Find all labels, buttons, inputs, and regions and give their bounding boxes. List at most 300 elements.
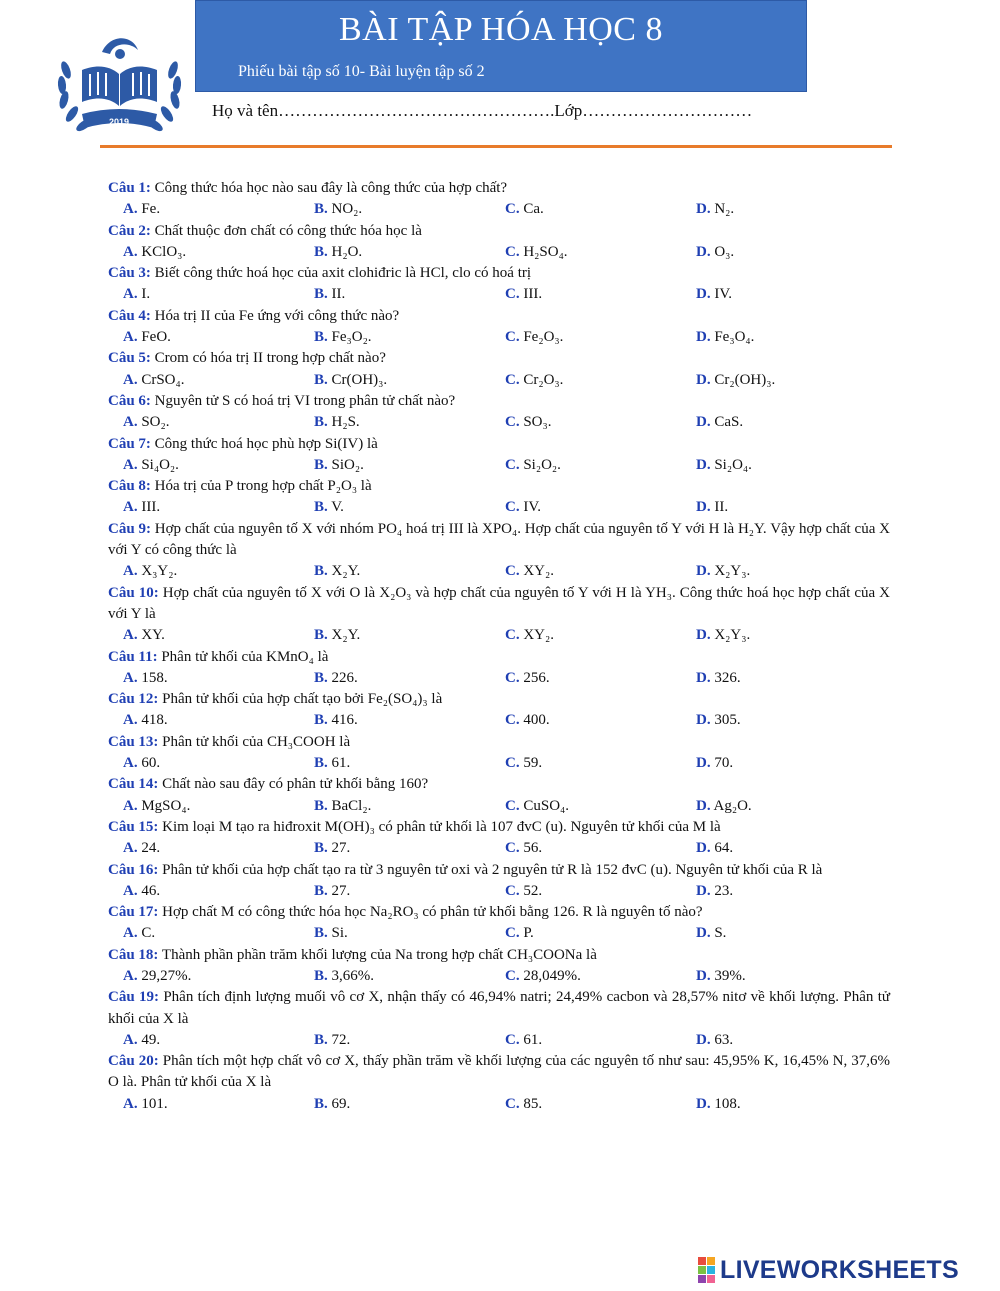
answer-text: O₃.: [710, 243, 735, 260]
answer-row: [108, 412, 890, 433]
answer-option: [696, 327, 887, 348]
answer-option: [696, 923, 887, 944]
question-item: [108, 391, 890, 434]
answer-text: Cr₂(OH)₃.: [710, 371, 776, 388]
answer-letter: B.: [314, 499, 328, 516]
answer-option: [123, 284, 314, 305]
answer-letter: C.: [505, 201, 520, 218]
answer-letter: A.: [123, 882, 138, 899]
answer-option: [314, 242, 505, 263]
question-stem: [108, 178, 890, 199]
answer-letter: A.: [123, 1095, 138, 1112]
answer-letter: D.: [696, 456, 711, 473]
answer-letter: C.: [505, 1095, 520, 1112]
question-list: [108, 178, 890, 1115]
question-item: [108, 732, 890, 775]
answer-letter: D.: [696, 243, 711, 260]
question-text: Phân tử khối của hợp chất tạo ra từ 3 nguyên tử oxi và 2 nguyên tử R là 152 đvC (u). Nguyên tử khối của R là: [162, 861, 823, 878]
answer-letter: A.: [123, 925, 138, 942]
answer-text: N₂.: [710, 201, 735, 218]
header-banner: [195, 0, 807, 92]
answer-option: [123, 1094, 314, 1115]
question-text: Hợp chất của nguyên tố X với nhóm PO₄ hoá trị III là XPO₄. Hợp chất của nguyên tố Y với H là H₂Y. Vậy hợp chất của X với Y có công thức là: [108, 520, 890, 559]
answer-option: [314, 710, 505, 731]
answer-option: [314, 881, 505, 902]
answer-letter: C.: [505, 755, 520, 772]
answer-option: [696, 284, 887, 305]
answer-text: 63.: [710, 1031, 734, 1048]
answer-letter: A.: [123, 1031, 138, 1048]
answer-option: [505, 1094, 696, 1115]
answer-letter: B.: [314, 1031, 328, 1048]
question-label: Câu 19:: [108, 989, 159, 1006]
answer-option: [123, 412, 314, 433]
question-item: [108, 519, 890, 583]
answer-option: [123, 753, 314, 774]
answer-option: [123, 923, 314, 944]
question-stem: [108, 647, 890, 668]
answer-letter: A.: [123, 201, 138, 218]
answer-text: X₂Y₃.: [710, 627, 751, 644]
question-text: Chất thuộc đơn chất có công thức hóa học là: [154, 222, 422, 239]
answer-option: [314, 455, 505, 476]
question-label: Câu 17:: [108, 904, 159, 921]
question-text: Công thức hóa học nào sau đây là công thức của hợp chất?: [154, 180, 508, 196]
answer-letter: B.: [314, 563, 328, 580]
brand-block: [707, 1275, 715, 1283]
question-label: Câu 11:: [108, 648, 158, 665]
answer-letter: C.: [505, 329, 520, 346]
answer-option: [696, 1030, 887, 1051]
answer-letter: D.: [696, 840, 711, 857]
question-stem: [108, 519, 890, 562]
question-stem: [108, 391, 890, 412]
answer-text: 61.: [327, 755, 351, 772]
question-label: Câu 10:: [108, 584, 159, 601]
answer-letter: B.: [314, 627, 328, 644]
answer-option: [314, 284, 505, 305]
answer-text: X₂Y.: [327, 627, 361, 644]
answer-option: [123, 625, 314, 646]
answer-option: [505, 412, 696, 433]
answer-option: [696, 561, 887, 582]
question-stem: [108, 689, 890, 710]
answer-letter: C.: [505, 456, 520, 473]
answer-option: [696, 668, 887, 689]
answer-letter: A.: [123, 797, 138, 814]
answer-text: XY₂.: [519, 563, 554, 580]
question-text: Hóa trị của P trong hợp chất P₂O₃ là: [154, 478, 372, 495]
answer-row: [108, 1094, 890, 1115]
answer-option: [123, 796, 314, 817]
answer-option: [123, 199, 314, 220]
brand-block: [698, 1275, 706, 1283]
answer-letter: B.: [314, 201, 328, 218]
question-stem: [108, 1051, 890, 1094]
answer-letter: D.: [696, 712, 711, 729]
answer-letter: C.: [505, 967, 520, 984]
answer-letter: D.: [696, 669, 711, 686]
question-stem: [108, 774, 890, 795]
question-item: [108, 860, 890, 903]
answer-option: [314, 668, 505, 689]
answer-option: [505, 1030, 696, 1051]
answer-text: 46.: [137, 882, 161, 899]
answer-text: 60.: [137, 755, 161, 772]
answer-text: 416.: [327, 712, 358, 729]
answer-option: [123, 1030, 314, 1051]
question-label: Câu 1:: [108, 180, 151, 196]
answer-text: KClO₃.: [137, 243, 187, 260]
answer-option: [314, 838, 505, 859]
answer-letter: C.: [505, 499, 520, 516]
question-item: [108, 902, 890, 945]
answer-row: [108, 966, 890, 987]
question-stem: [108, 348, 890, 369]
answer-row: [108, 753, 890, 774]
answer-text: Fe.: [137, 201, 161, 218]
answer-text: 226.: [327, 669, 358, 686]
answer-letter: A.: [123, 627, 138, 644]
answer-text: 24.: [137, 840, 161, 857]
answer-option: [314, 199, 505, 220]
answer-option: [696, 838, 887, 859]
answer-text: IV.: [519, 499, 541, 516]
answer-letter: B.: [314, 755, 328, 772]
answer-option: [505, 284, 696, 305]
answer-option: [123, 455, 314, 476]
answer-option: [696, 753, 887, 774]
answer-letter: B.: [314, 456, 328, 473]
answer-option: [505, 242, 696, 263]
question-item: [108, 348, 890, 391]
answer-letter: A.: [123, 414, 138, 431]
answer-option: [696, 199, 887, 220]
answer-letter: B.: [314, 967, 328, 984]
answer-option: [696, 966, 887, 987]
header-divider: [100, 145, 892, 148]
answer-text: S.: [710, 925, 727, 942]
answer-text: 64.: [710, 840, 734, 857]
answer-option: [696, 497, 887, 518]
answer-letter: C.: [505, 627, 520, 644]
answer-row: [108, 1030, 890, 1051]
answer-letter: C.: [505, 286, 520, 303]
answer-letter: C.: [505, 882, 520, 899]
answer-row: [108, 561, 890, 582]
answer-row: [108, 455, 890, 476]
question-stem: [108, 860, 890, 881]
answer-option: [505, 881, 696, 902]
question-item: [108, 434, 890, 477]
answer-option: [696, 881, 887, 902]
answer-text: XY₂.: [519, 627, 554, 644]
answer-letter: B.: [314, 712, 328, 729]
answer-letter: A.: [123, 286, 138, 303]
question-stem: [108, 945, 890, 966]
answer-text: SO₂.: [137, 414, 170, 431]
answer-letter: B.: [314, 371, 328, 388]
answer-text: Ca.: [519, 201, 544, 218]
answer-letter: B.: [314, 882, 328, 899]
question-stem: [108, 583, 890, 626]
answer-letter: B.: [314, 925, 328, 942]
answer-text: 61.: [519, 1031, 543, 1048]
school-logo-icon: [52, 30, 187, 140]
question-label: Câu 2:: [108, 222, 151, 239]
answer-letter: B.: [314, 797, 328, 814]
question-text: Phân tích một hợp chất vô cơ X, thấy phần trăm về khối lượng của các nguyên tố như sau: 45,95% K, 16,45% N, 37,6% O là. Phân tử khối của X là: [108, 1053, 891, 1091]
question-item: [108, 306, 890, 349]
answer-option: [123, 668, 314, 689]
answer-option: [505, 796, 696, 817]
answer-text: 49.: [137, 1031, 161, 1048]
answer-row: [108, 923, 890, 944]
answer-text: V.: [327, 499, 344, 516]
answer-letter: B.: [314, 414, 328, 431]
question-label: Câu 16:: [108, 861, 159, 878]
answer-text: CuSO₄.: [519, 797, 570, 814]
question-label: Câu 7:: [108, 435, 151, 452]
answer-letter: C.: [505, 243, 520, 260]
answer-letter: D.: [696, 563, 711, 580]
answer-row: [108, 881, 890, 902]
answer-text: Ag₂O.: [710, 797, 752, 814]
question-label: Câu 20:: [108, 1053, 159, 1070]
answer-option: [696, 242, 887, 263]
answer-option: [696, 625, 887, 646]
answer-option: [505, 966, 696, 987]
question-text: Phân tích định lượng muối vô cơ X, nhận thấy có 46,94% natri; 24,49% cacbon và 28,57% nitơ về khối lượng. Phân tử khối của X là: [108, 989, 891, 1027]
answer-text: 72.: [327, 1031, 351, 1048]
answer-text: 305.: [710, 712, 741, 729]
answer-text: 56.: [519, 840, 543, 857]
brand-name: LIVEWORKSHEETS: [720, 1255, 959, 1284]
answer-letter: D.: [696, 329, 711, 346]
answer-text: X₂Y₃.: [710, 563, 751, 580]
answer-row: [108, 242, 890, 263]
question-text: Thành phần phần trăm khối lượng của Na trong hợp chất CH₃COONa là: [161, 946, 597, 963]
answer-text: C.: [137, 925, 156, 942]
answer-letter: D.: [696, 627, 711, 644]
question-stem: [108, 221, 890, 242]
answer-text: Fe₃O₄.: [710, 329, 755, 346]
answer-text: CrSO₄.: [137, 371, 185, 388]
question-label: Câu 13:: [108, 733, 159, 750]
question-stem: [108, 987, 890, 1030]
answer-letter: D.: [696, 201, 711, 218]
answer-text: 418.: [137, 712, 168, 729]
answer-letter: D.: [696, 414, 711, 431]
answer-text: 400.: [519, 712, 550, 729]
question-stem: [108, 902, 890, 923]
answer-text: 28,049%.: [519, 967, 581, 984]
answer-letter: B.: [314, 840, 328, 857]
answer-text: Fe₃O₂.: [327, 329, 372, 346]
answer-text: P.: [519, 925, 534, 942]
question-label: Câu 12:: [108, 691, 159, 708]
question-text: Phân tử khối của KMnO₄ là: [161, 648, 329, 665]
question-item: [108, 987, 890, 1051]
answer-text: 3,66%.: [327, 967, 375, 984]
answer-letter: C.: [505, 797, 520, 814]
answer-option: [123, 881, 314, 902]
question-label: Câu 15:: [108, 818, 159, 835]
answer-text: 29,27%.: [137, 967, 192, 984]
answer-text: II.: [710, 499, 729, 516]
answer-letter: A.: [123, 329, 138, 346]
question-label: Câu 14:: [108, 776, 159, 793]
answer-option: [123, 561, 314, 582]
answer-option: [123, 497, 314, 518]
answer-text: MgSO₄.: [137, 797, 191, 814]
answer-option: [123, 966, 314, 987]
question-label: Câu 3:: [108, 265, 151, 282]
answer-letter: B.: [314, 1095, 328, 1112]
answer-letter: A.: [123, 755, 138, 772]
answer-letter: D.: [696, 1031, 711, 1048]
answer-letter: C.: [505, 840, 520, 857]
answer-text: FeO.: [137, 329, 171, 346]
answer-option: [696, 796, 887, 817]
answer-option: [314, 1030, 505, 1051]
answer-letter: A.: [123, 371, 138, 388]
answer-text: X₂Y.: [327, 563, 361, 580]
answer-letter: D.: [696, 882, 711, 899]
answer-letter: C.: [505, 414, 520, 431]
answer-letter: D.: [696, 925, 711, 942]
brand-block: [698, 1257, 706, 1265]
answer-letter: A.: [123, 967, 138, 984]
question-label: Câu 6:: [108, 392, 151, 409]
answer-text: H₂S.: [327, 414, 360, 431]
question-text: Hợp chất M có công thức hóa học Na₂RO₃ có phân tử khối bằng 126. R là nguyên tố nào?: [162, 904, 703, 921]
answer-option: [505, 710, 696, 731]
answer-letter: A.: [123, 840, 138, 857]
answer-text: XY.: [137, 627, 165, 644]
question-text: Hợp chất của nguyên tố X với O là X₂O₃ và hợp chất của nguyên tố Y với H là YH₃. Công thức hoá học hợp chất của X với Y là: [108, 584, 891, 622]
question-text: Chất nào sau đây có phân tử khối bằng 160?: [162, 776, 429, 793]
brand-block: [698, 1266, 706, 1274]
question-item: [108, 178, 890, 221]
answer-option: [505, 753, 696, 774]
answer-row: [108, 497, 890, 518]
answer-text: SO₃.: [519, 414, 552, 431]
answer-letter: B.: [314, 669, 328, 686]
question-item: [108, 583, 890, 647]
answer-text: III.: [137, 499, 161, 516]
answer-row: [108, 199, 890, 220]
answer-text: 101.: [137, 1095, 168, 1112]
question-text: Công thức hoá học phù hợp Si(IV) là: [154, 435, 378, 452]
question-text: Kim loại M tạo ra hiđroxit M(OH)₃ có phân tử khối là 107 đvC (u). Nguyên tử khối của M là: [162, 818, 721, 835]
answer-option: [123, 838, 314, 859]
question-item: [108, 221, 890, 264]
answer-option: [505, 668, 696, 689]
question-item: [108, 647, 890, 690]
question-stem: [108, 263, 890, 284]
brand-blocks-icon: [698, 1257, 715, 1283]
answer-letter: C.: [505, 712, 520, 729]
brand-block: [707, 1257, 715, 1265]
answer-option: [123, 370, 314, 391]
answer-option: [505, 199, 696, 220]
student-name-class-line: Họ và tên………………………………………….Lớp…………………………: [212, 101, 753, 120]
answer-text: IV.: [710, 286, 732, 303]
answer-letter: D.: [696, 371, 711, 388]
answer-text: 70.: [710, 755, 734, 772]
answer-letter: D.: [696, 499, 711, 516]
answer-text: H₂O.: [327, 243, 363, 260]
answer-letter: C.: [505, 1031, 520, 1048]
question-stem: [108, 817, 890, 838]
answer-letter: B.: [314, 286, 328, 303]
answer-text: NO₂.: [327, 201, 363, 218]
answer-option: [696, 370, 887, 391]
answer-letter: D.: [696, 755, 711, 772]
question-label: Câu 4:: [108, 307, 151, 324]
answer-text: 27.: [327, 840, 351, 857]
answer-text: BaCl₂.: [327, 797, 372, 814]
answer-option: [696, 455, 887, 476]
answer-option: [123, 242, 314, 263]
question-label: Câu 5:: [108, 350, 151, 367]
answer-option: [314, 966, 505, 987]
answer-option: [505, 455, 696, 476]
question-text: Phân tử khối của hợp chất tạo bởi Fe₂(SO₄)₃ là: [162, 691, 443, 708]
question-text: Nguyên tử S có hoá trị VI trong phân tử chất nào?: [154, 392, 456, 409]
answer-option: [696, 710, 887, 731]
answer-option: [696, 412, 887, 433]
answer-text: Fe₂O₃.: [519, 329, 564, 346]
answer-option: [505, 923, 696, 944]
question-label: Câu 8:: [108, 478, 151, 495]
answer-text: III.: [519, 286, 543, 303]
answer-text: Si.: [327, 925, 348, 942]
answer-option: [505, 370, 696, 391]
answer-text: Si₂O₄.: [710, 456, 752, 473]
answer-text: 27.: [327, 882, 351, 899]
answer-text: Cr(OH)₃.: [327, 371, 388, 388]
answer-row: [108, 284, 890, 305]
answer-letter: A.: [123, 456, 138, 473]
answer-text: 59.: [519, 755, 543, 772]
brand-block: [707, 1266, 715, 1274]
answer-text: 69.: [327, 1095, 351, 1112]
liveworksheets-logo: [698, 1256, 959, 1284]
answer-letter: A.: [123, 243, 138, 260]
question-stem: [108, 434, 890, 455]
answer-option: [314, 327, 505, 348]
answer-letter: C.: [505, 925, 520, 942]
answer-row: [108, 370, 890, 391]
answer-option: [314, 412, 505, 433]
answer-option: [505, 497, 696, 518]
answer-letter: A.: [123, 669, 138, 686]
question-text: Hóa trị II của Fe ứng với công thức nào?: [154, 307, 400, 324]
answer-option: [505, 561, 696, 582]
answer-option: [314, 370, 505, 391]
answer-option: [505, 327, 696, 348]
answer-option: [314, 625, 505, 646]
answer-letter: A.: [123, 712, 138, 729]
answer-letter: C.: [505, 563, 520, 580]
answer-text: 326.: [710, 669, 741, 686]
question-item: [108, 476, 890, 519]
question-item: [108, 263, 890, 306]
question-stem: [108, 732, 890, 753]
answer-option: [505, 625, 696, 646]
